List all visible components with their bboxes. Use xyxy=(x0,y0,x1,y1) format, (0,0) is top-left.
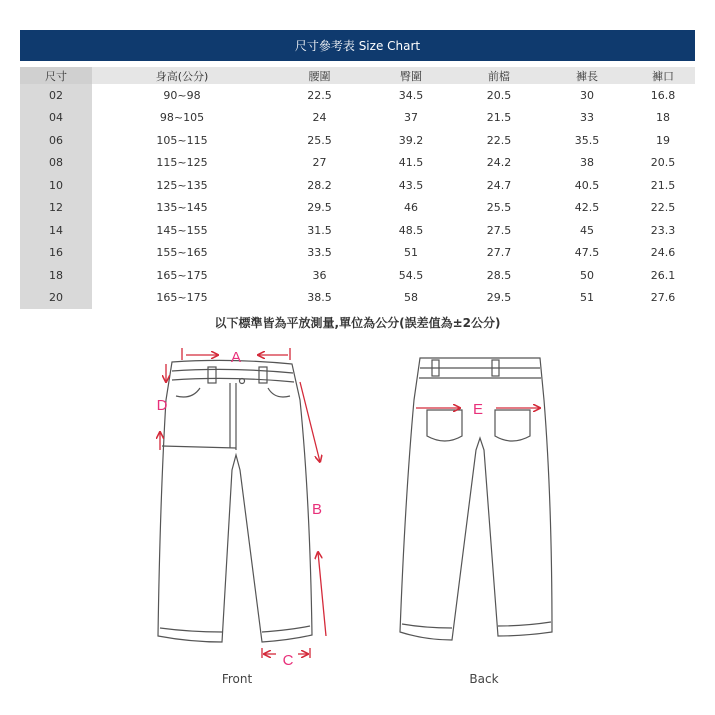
table-cell: 115~125 xyxy=(156,156,208,170)
table-cell: 36 xyxy=(312,268,327,282)
marker-a: A xyxy=(230,349,242,366)
column-header: 尺寸 xyxy=(20,67,92,84)
size-cell: 06 xyxy=(20,129,92,152)
table-header-row xyxy=(20,67,695,84)
table-row xyxy=(20,197,695,220)
size-cell: 02 xyxy=(20,84,92,107)
marker-b: B xyxy=(311,501,323,518)
table-cell: 145~155 xyxy=(156,223,208,237)
table-cell: 38 xyxy=(580,156,594,170)
table-row xyxy=(20,107,695,130)
marker-e: E xyxy=(472,401,484,418)
table-row xyxy=(20,174,695,197)
table-cell: 165~175 xyxy=(156,268,208,282)
table-cell: 25.5 xyxy=(486,201,512,215)
size-table xyxy=(20,67,695,309)
table-cell: 26.1 xyxy=(650,268,676,282)
pants-measurement-diagram xyxy=(0,330,715,675)
column-header: 褲長 xyxy=(543,67,631,84)
table-cell: 20.5 xyxy=(486,88,512,102)
table-cell: 51 xyxy=(580,291,594,305)
table-cell: 98~105 xyxy=(159,111,205,125)
table-cell: 25.5 xyxy=(307,133,332,147)
table-row xyxy=(20,84,695,107)
table-cell: 35.5 xyxy=(574,133,600,147)
front-pants-drawing xyxy=(158,360,312,642)
table-cell: 48.5 xyxy=(398,223,424,237)
table-cell: 24 xyxy=(312,111,327,125)
column-header: 臀圍 xyxy=(367,67,455,84)
table-row xyxy=(20,264,695,287)
size-cell: 16 xyxy=(20,242,92,265)
table-cell: 40.5 xyxy=(574,178,600,192)
table-cell: 46 xyxy=(404,201,418,215)
measurement-note: 以下標準皆為平放測量,單位為公分(誤差值為±2公分) xyxy=(214,316,501,330)
table-cell: 41.5 xyxy=(398,156,424,170)
table-cell: 105~115 xyxy=(156,133,208,147)
table-cell: 135~145 xyxy=(156,201,208,215)
table-cell: 28.2 xyxy=(307,178,332,192)
front-label: Front xyxy=(221,672,253,686)
marker-c: C xyxy=(282,652,294,669)
size-chart-title: 尺寸參考表 Size Chart xyxy=(20,30,695,61)
table-cell: 34.5 xyxy=(398,88,424,102)
table-cell: 33 xyxy=(580,111,594,125)
table-row xyxy=(20,152,695,175)
column-header: 腰圍 xyxy=(272,67,367,84)
table-cell: 42.5 xyxy=(574,201,600,215)
table-cell: 31.5 xyxy=(307,223,332,237)
table-cell: 24.6 xyxy=(650,246,676,260)
table-row xyxy=(20,287,695,310)
table-cell: 47.5 xyxy=(574,246,600,260)
table-cell: 21.5 xyxy=(486,111,512,125)
column-header: 褲口 xyxy=(631,67,695,84)
table-row xyxy=(20,242,695,265)
table-cell: 90~98 xyxy=(163,88,201,102)
table-cell: 27.7 xyxy=(486,246,512,260)
table-cell: 16.8 xyxy=(650,88,676,102)
table-cell: 18 xyxy=(656,111,670,125)
back-label: Back xyxy=(469,672,499,686)
table-cell: 54.5 xyxy=(398,268,424,282)
table-cell: 22.5 xyxy=(486,133,512,147)
table-cell: 50 xyxy=(580,268,594,282)
table-cell: 22.5 xyxy=(650,201,676,215)
table-cell: 27 xyxy=(312,156,327,170)
table-cell: 125~135 xyxy=(156,178,208,192)
marker-d: D xyxy=(156,397,168,414)
table-cell: 37 xyxy=(404,111,418,125)
table-cell: 165~175 xyxy=(156,291,208,305)
table-cell: 155~165 xyxy=(156,246,208,260)
table-cell: 28.5 xyxy=(486,268,512,282)
table-cell: 24.2 xyxy=(486,156,512,170)
size-cell: 18 xyxy=(20,264,92,287)
table-cell: 22.5 xyxy=(307,88,332,102)
size-cell: 04 xyxy=(20,107,92,130)
table-cell: 29.5 xyxy=(486,291,512,305)
table-cell: 23.3 xyxy=(650,223,676,237)
size-cell: 10 xyxy=(20,174,92,197)
table-cell: 43.5 xyxy=(398,178,424,192)
table-cell: 30 xyxy=(580,88,594,102)
column-header: 身高(公分) xyxy=(92,67,272,84)
table-cell: 27.6 xyxy=(650,291,676,305)
table-cell: 21.5 xyxy=(650,178,676,192)
table-cell: 27.5 xyxy=(486,223,512,237)
size-cell: 20 xyxy=(20,287,92,310)
size-cell: 12 xyxy=(20,197,92,220)
table-cell: 45 xyxy=(580,223,594,237)
table-cell: 58 xyxy=(404,291,418,305)
size-cell: 08 xyxy=(20,152,92,175)
table-cell: 51 xyxy=(404,246,418,260)
size-cell: 14 xyxy=(20,219,92,242)
table-row xyxy=(20,219,695,242)
table-cell: 33.5 xyxy=(307,246,332,260)
table-cell: 19 xyxy=(656,133,670,147)
table-cell: 20.5 xyxy=(650,156,676,170)
table-cell: 29.5 xyxy=(307,201,332,215)
table-row xyxy=(20,129,695,152)
table-cell: 24.7 xyxy=(486,178,512,192)
table-cell: 38.5 xyxy=(307,291,332,305)
table-cell: 39.2 xyxy=(398,133,424,147)
column-header: 前檔 xyxy=(455,67,543,84)
